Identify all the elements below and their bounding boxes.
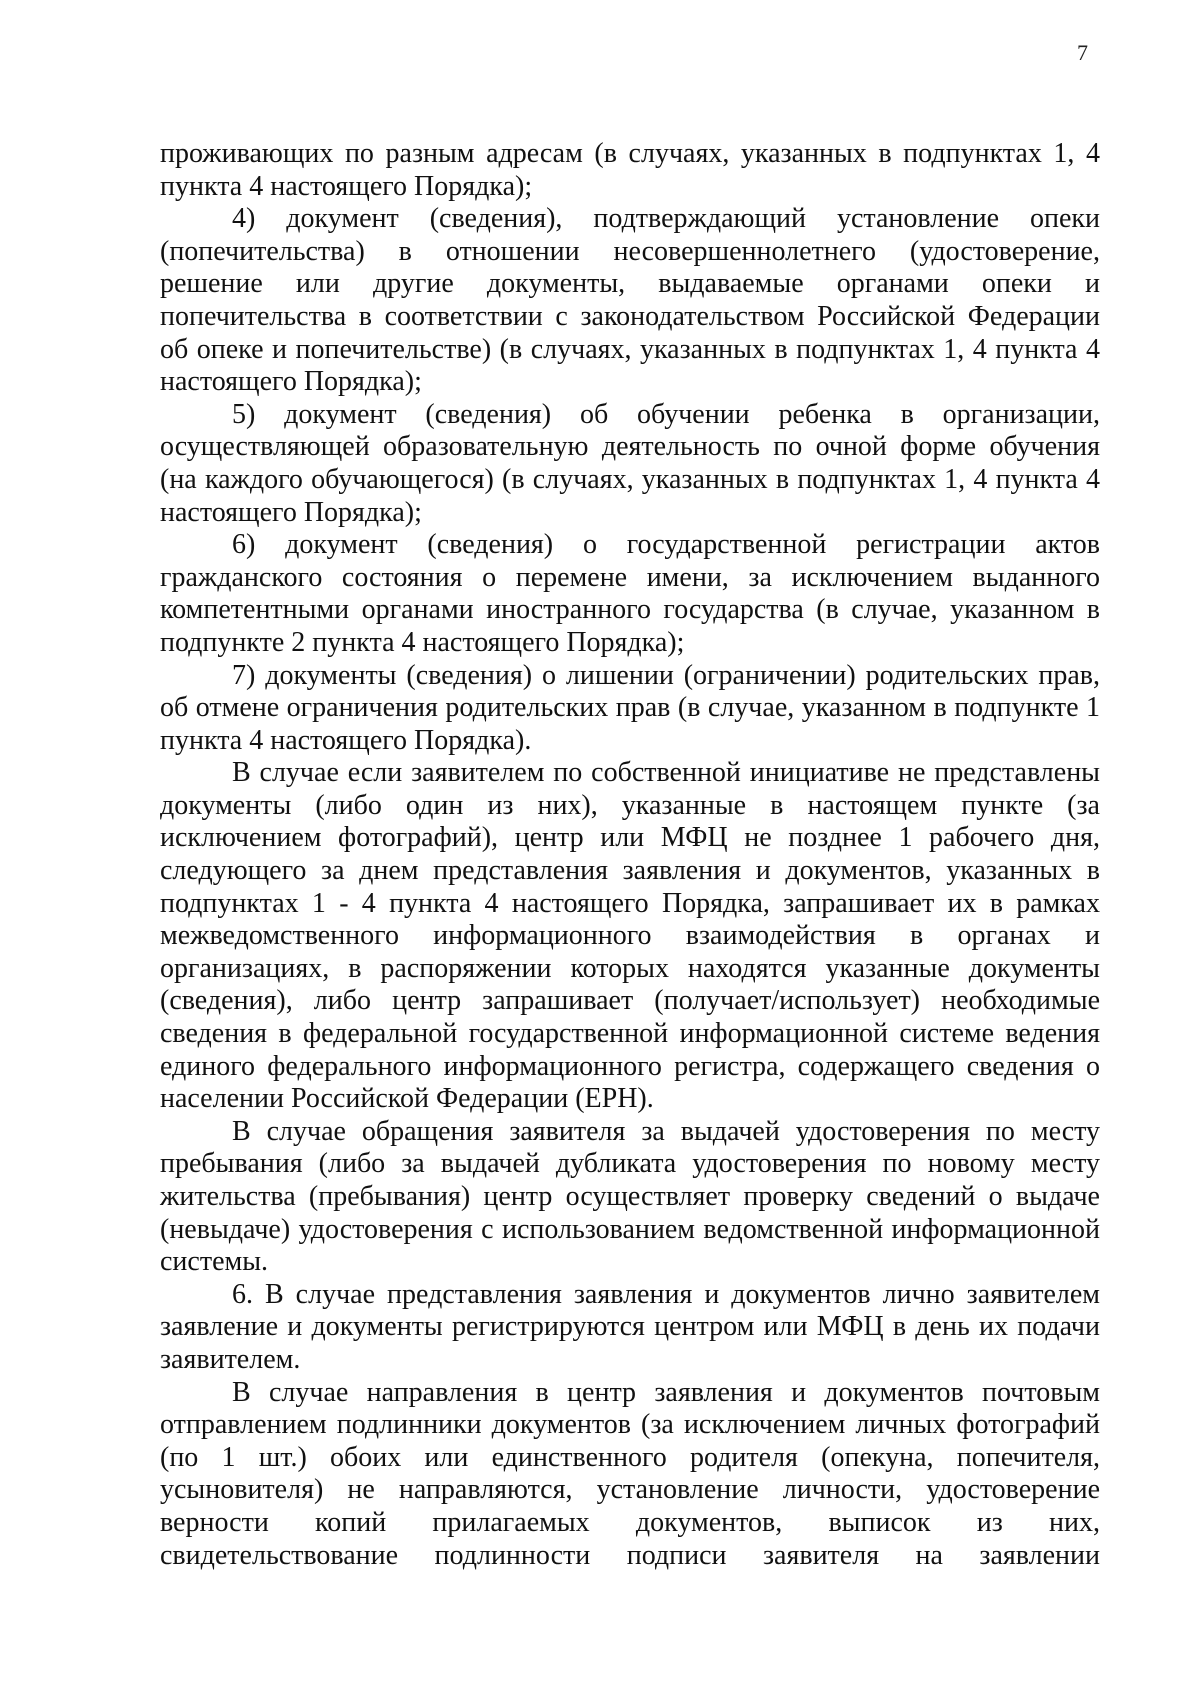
paragraph-continuation: проживающих по разным адресам (в случаях, указанных в подпунктах 1, 4 пункта 4 настоящего Порядка); — [160, 138, 1100, 202]
document-body — [160, 138, 1100, 1572]
paragraph-item-5: 5) документ (сведения) об обучении ребенка в организации, осуществляющей образовательную деятельность по очной форме обучения (на каждого обучающегося) (в случаях, указанных в подпунктах 1, 4 пункта 4 настоящего Порядка); — [160, 398, 1100, 528]
paragraph-postal-submission: В случае направления в центр заявления и документов почтовым отправлением подлинники документов (за исключением личных фотографий (по 1 шт.) обоих или единственного родителя (опекуна, попечителя, усыновителя) не направляются, установление личности, удостоверение верности копий прилагаемых документов, выписок из них, свидетельствование подлинности подписи заявителя на заявлении — [160, 1376, 1100, 1571]
paragraph-item-7: 7) документы (сведения) о лишении (ограничении) родительских прав, об отмене ограничения родительских прав (в случае, указанном в подпункте 1 пункта 4 настоящего Порядка). — [160, 659, 1100, 756]
page-number: 7 — [1077, 40, 1088, 65]
paragraph-item-4: 4) документ (сведения), подтверждающий установление опеки (попечительства) в отношении несовершеннолетнего (удостоверение, решение или другие документы, выдаваемые органами опеки и попечительства в соответствии с законодательством Российской Федерации об опеке и попечительстве) (в случаях, указанных в подпунктах 1, 4 пункта 4 настоящего Порядка); — [160, 203, 1100, 398]
paragraph-section-6: 6. В случае представления заявления и документов лично заявителем заявление и документы регистрируются центром или МФЦ в день их подачи заявителем. — [160, 1278, 1100, 1375]
paragraph-place-of-stay: В случае обращения заявителя за выдачей удостоверения по месту пребывания (либо за выдачей дубликата удостоверения по новому месту жительства (пребывания) центр осуществляет проверку сведений о выдаче (невыдаче) удостоверения с использованием ведомственной информационной системы. — [160, 1115, 1100, 1278]
paragraph-interagency-request: В случае если заявителем по собственной инициативе не представлены документы (либо один из них), указанные в настоящем пункте (за исключением фотографий), центр или МФЦ не позднее 1 рабочего дня, следующего за днем представления заявления и документов, указанных в подпунктах 1 - 4 пункта 4 настоящего Порядка, запрашивает их в рамках межведомственного информационного взаимодействия в органах и организациях, в распоряжении которых находятся указанные документы (сведения), либо центр запрашивает (получает/использует) необходимые сведения в федеральной государственной информационной системе ведения единого федерального информационного регистра, содержащего сведения о населении Российской Федерации (ЕРН). — [160, 757, 1100, 1115]
paragraph-item-6: 6) документ (сведения) о государственной регистрации актов гражданского состояния о перемене имени, за исключением выданного компетентными органами иностранного государства (в случае, указанном в подпункте 2 пункта 4 настоящего Порядка); — [160, 529, 1100, 658]
